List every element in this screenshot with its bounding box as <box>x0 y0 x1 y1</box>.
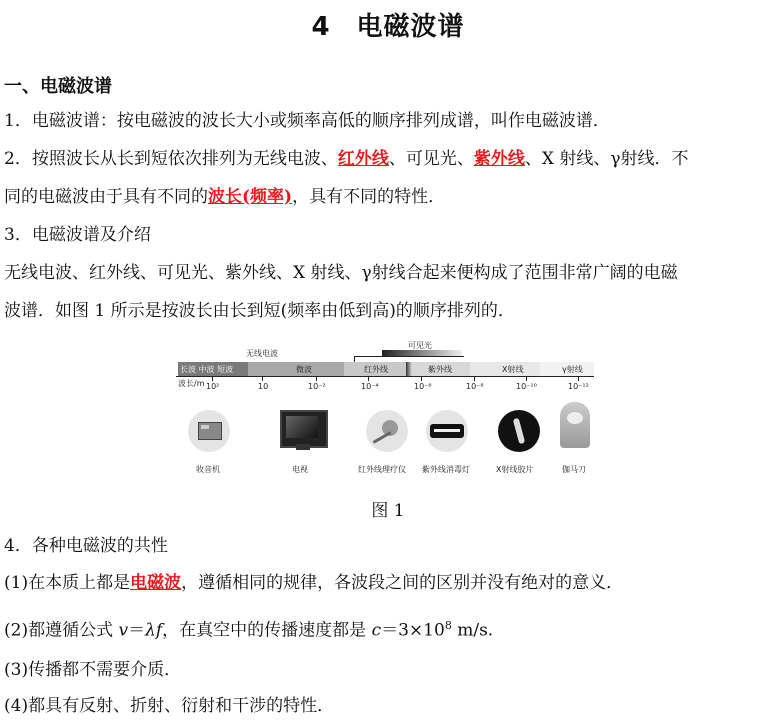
tick-label: 10⁻² <box>308 382 326 391</box>
paragraph-3-line1: 无线电波、红外线、可见光、紫外线、X 射线、γ射线合起来便构成了范围非常广阔的电磁 <box>4 263 678 283</box>
p2-text-c: 、可见光、 <box>388 149 474 169</box>
tick-label: 10 <box>258 382 269 391</box>
paragraph-4-2 <box>4 614 493 643</box>
band-label-gamma: γ射线 <box>562 365 583 374</box>
band-label-infrared: 红外线 <box>364 365 388 374</box>
p2-text-e: 、X 射线、γ射线．不 <box>524 149 689 169</box>
p2-text-a: 2．按照波长从长到短依次排列为无线电波、 <box>4 149 338 169</box>
wavelength-axis <box>176 376 594 377</box>
p2b-text-a: 同的电磁波由于具有不同的 <box>4 187 208 207</box>
page-title <box>0 6 776 43</box>
xray-film-icon <box>498 410 540 452</box>
device-label-uv: 紫外线消毒灯 <box>422 465 470 474</box>
formula-exponent: 8 <box>444 619 452 632</box>
figure-caption: 图 1 <box>371 501 405 521</box>
device-label-gamma: 伽马刀 <box>562 465 586 474</box>
paragraph-2 <box>4 147 689 171</box>
p4b-text-d: ＝3×10 <box>381 620 445 641</box>
p2-highlight-ultraviolet: 紫外线 <box>473 149 525 169</box>
device-label-radio: 收音机 <box>196 465 220 474</box>
p2b-text-c: ，具有不同的特性． <box>292 187 446 207</box>
paragraph-1: 1．电磁波谱：按电磁波的波长大小或频率高低的顺序排列成谱，叫作电磁波谱． <box>4 111 610 131</box>
tick-label: 10⁻⁴ <box>361 382 379 391</box>
tv-stand <box>296 444 310 450</box>
axis-label: 波长/m <box>178 379 205 388</box>
band-label-xray: X射线 <box>502 365 524 374</box>
uv-lamp-icon <box>426 410 468 452</box>
formula-lambda-f: λf <box>145 620 163 641</box>
paragraph-4-1 <box>4 571 623 595</box>
tick <box>474 376 475 381</box>
spectrum-figure <box>176 340 596 480</box>
p2b-highlight-wavelength: 波长(频率) <box>208 187 293 207</box>
p2-highlight-infrared: 红外线 <box>337 149 389 169</box>
paragraph-4-4: (4)都具有反射、折射、衍射和干涉的特性． <box>4 696 335 716</box>
tick <box>212 376 213 381</box>
paragraph-3-heading: 3．电磁波谱及介绍 <box>4 225 151 245</box>
p4b-text-a: (2)都遵循公式 <box>4 620 119 641</box>
paragraph-4-3: (3)传播都不需要介质． <box>4 660 182 680</box>
tick <box>526 376 527 381</box>
p4a-text-c: ，遵循相同的规律，各波段之间的区别并没有绝对的意义． <box>181 573 624 593</box>
p4b-text-c: ，在真空中的传播速度都是 <box>162 620 372 641</box>
paragraph-2-cont <box>4 185 445 209</box>
paragraph-3-line2: 波谱．如图 1 所示是按波长由长到短(频率由低到高)的顺序排列的． <box>4 301 515 321</box>
p4b-text-e: m/s. <box>451 620 494 641</box>
gamma-knife-icon <box>560 402 590 448</box>
p4a-highlight-em-wave: 电磁波 <box>130 573 182 593</box>
tick <box>368 376 369 381</box>
visible-bracket <box>354 356 464 357</box>
device-label-infrared: 红外线理疗仪 <box>358 465 406 474</box>
tick-label: 10⁻⁶ <box>414 382 432 391</box>
infrared-lamp-icon <box>366 410 408 452</box>
tick-label: 10⁻¹⁰ <box>516 382 537 391</box>
section-heading: 一、电磁波谱 <box>4 76 112 97</box>
device-label-tv: 电视 <box>292 465 308 474</box>
tv-icon <box>280 410 328 448</box>
band-label-microwave: 微波 <box>296 365 312 374</box>
title-text: 电磁波谱 <box>356 12 465 42</box>
tick <box>578 376 579 381</box>
title-number: 4 <box>311 12 331 42</box>
tick-label: 10⁻⁸ <box>466 382 484 391</box>
tick-label: 10² <box>206 382 220 391</box>
radio-wave-label: 无线电波 <box>246 349 278 358</box>
device-label-xray: X射线胶片 <box>496 465 534 474</box>
band-label-radio: 长波 中波 短波 <box>180 365 234 374</box>
formula-c: c <box>371 620 382 641</box>
paragraph-4-heading: 4．各种电磁波的共性 <box>4 536 168 556</box>
p4a-text-a: (1)在本质上都是 <box>4 573 131 593</box>
radio-icon <box>188 410 230 452</box>
tick <box>316 376 317 381</box>
formula-v: v <box>118 620 129 641</box>
tick <box>421 376 422 381</box>
formula-equals: ＝ <box>128 620 146 641</box>
band-label-ultraviolet: 紫外线 <box>428 365 452 374</box>
visible-light-label: 可见光 <box>408 341 432 350</box>
tick-label: 10⁻¹² <box>568 382 589 391</box>
tick <box>262 376 263 381</box>
